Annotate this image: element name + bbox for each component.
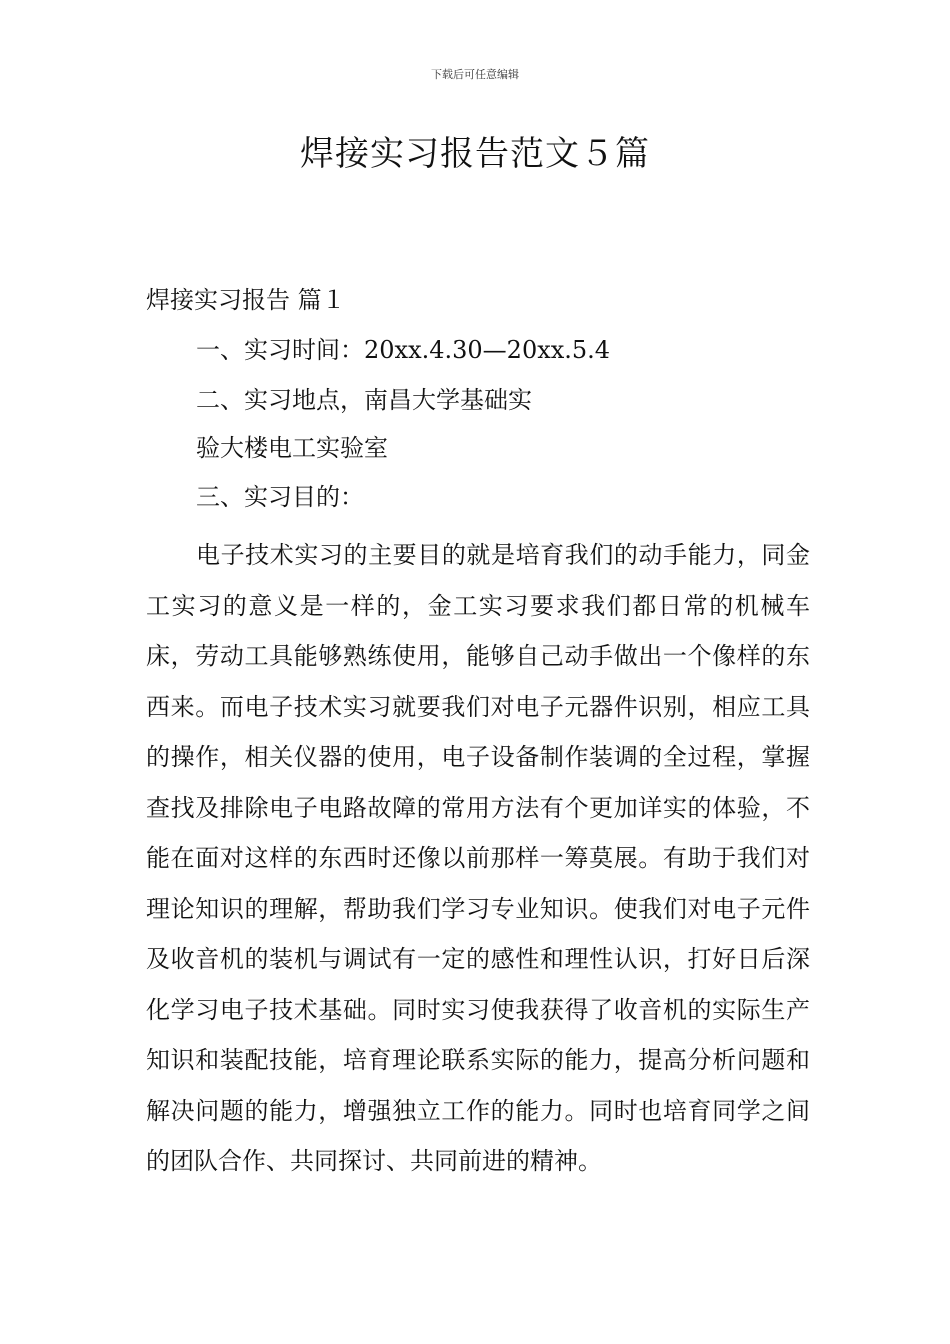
document-title: 焊接实习报告范文５篇 (300, 134, 650, 174)
header-note: 下载后可任意编辑 (431, 68, 519, 81)
section-heading: 焊接实习报告 篇１ (146, 286, 346, 314)
body-paragraph: 电子技术实习的主要目的就是培育我们的动手能力，同金工实习的意义是一样的，金工实习要求我们都日常的机械车床，劳动工具能够熟练使用，能够自己动手做出一个像样的东西来。而电子技术实习就要我们对电子元器件识别，相应工具的操作，相关仪器的使用，电子设备制作装调的全过程，掌握查找及排除电子电路故障的常用方法有个更加详实的体验，不能在面对这样的东西时还像以前那样一筹莫展。有助于我们对理论知识的理解，帮助我们学习专业知识。使我们对电子元件及收音机的装机与调试有一定的感性和理性认识，打好日后深化学习电子技术基础。同时实习使我获得了收音机的实际生产知识和装配技能，培育理论联系实际的能力，提高分析问题和解决问题的能力，增强独立工作的能力。同时也培育同学之间的团队合作、共同探讨、共同前进的精神。 (146, 541, 810, 1175)
internship-location-continued: 验大楼电工实验室 (196, 434, 388, 462)
internship-purpose-heading: 三、实习目的： (196, 483, 364, 511)
internship-location: 二、实习地点，南昌大学基础实 (196, 386, 532, 414)
internship-time: 一、实习时间：20xx.4.30—20xx.5.4 (196, 336, 611, 364)
